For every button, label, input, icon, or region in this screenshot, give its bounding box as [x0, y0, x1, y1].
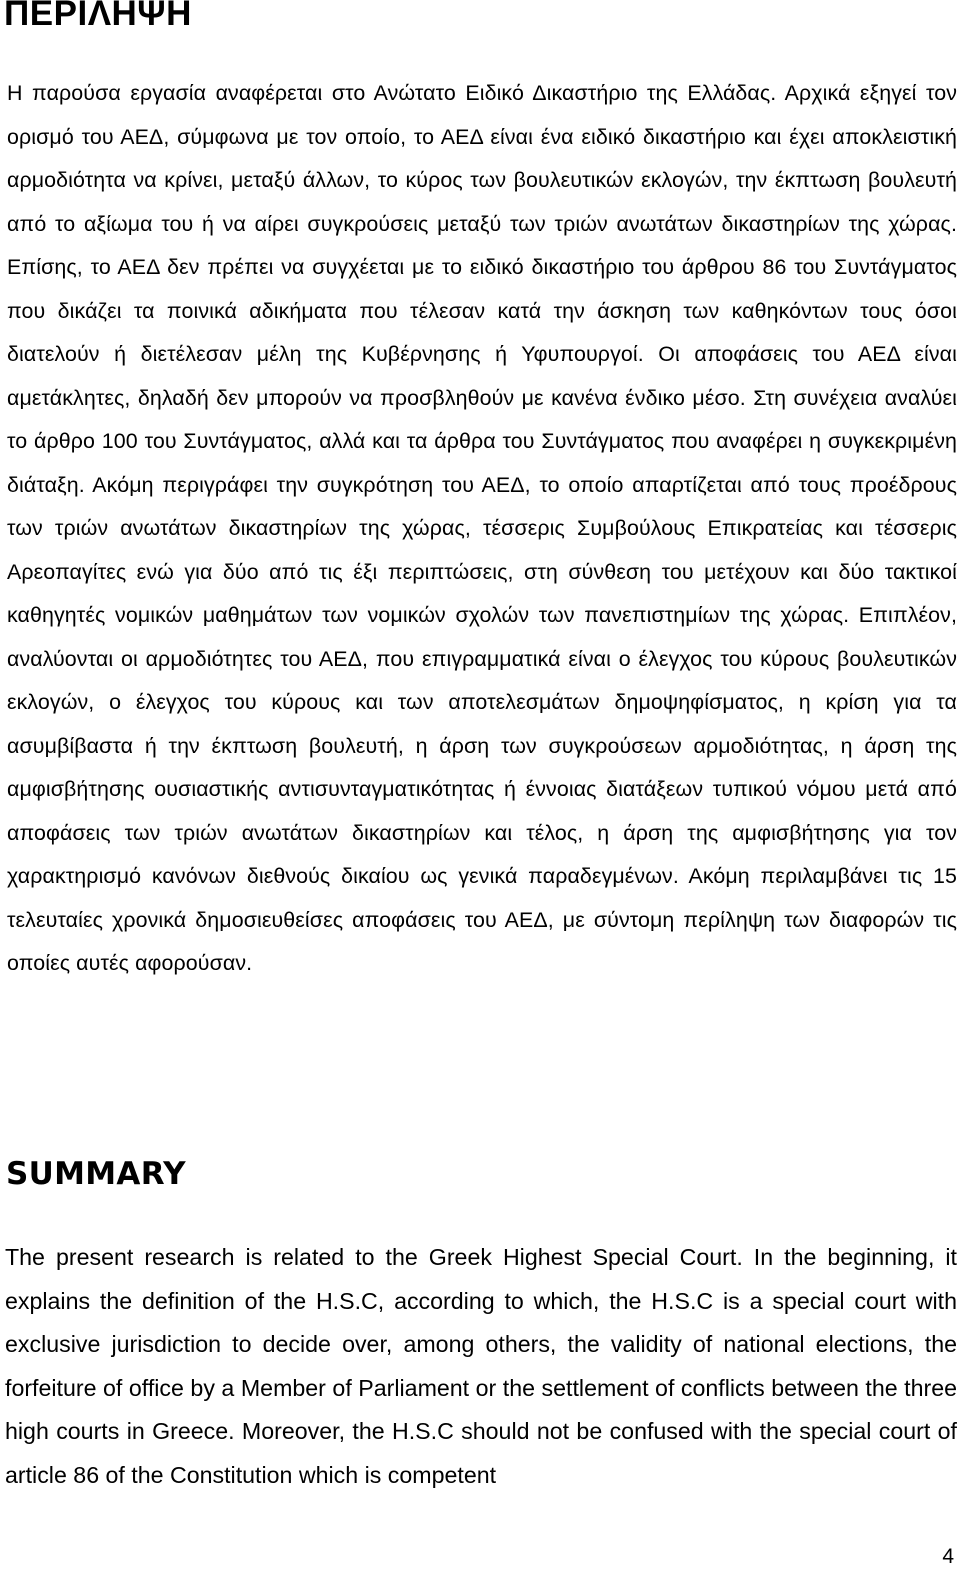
greek-summary-heading: ΠΕΡΙΛΗΨΗ — [4, 0, 192, 33]
greek-summary-paragraph: Η παρούσα εργασία αναφέρεται στο Ανώτατο Ειδικό Δικαστήριο της Ελλάδας. Αρχικά εξηγεί τον ορισμό του ΑΕΔ, σύμφωνα με τον οποίο, το ΑΕΔ είναι ένα ειδικό δικαστήριο και έχει αποκλειστική αρμοδιότητα να κρίνει, μεταξύ άλλων, το κύρος των βουλευτικών εκλογών, την έκπτωση βουλευτή από το αξίωμα του ή να αίρει συγκρούσεις μεταξύ των τριών ανωτάτων δικαστηρίων της χώρας. Επίσης, το ΑΕΔ δεν πρέπει να συγχέεται με το ειδικό δικαστήριο του άρθρου 86 του Συντάγματος που δικάζει τα ποινικά αδικήματα που τέλεσαν κατά την άσκηση των καθηκόντων τους όσοι διατελούν ή διετέλεσαν μέλη της Κυβέρνησης ή Υφυπουργοί. Οι αποφάσεις του ΑΕΔ είναι αμετάκλητες, δηλαδή δεν μπορούν να προσβληθούν με κανένα ένδικο μέσο. Στη συνέχεια αναλύει το άρθρο 100 του Συντάγματος, αλλά και τα άρθρα του Συντάγματος που αναφέρει η συγκεκριμένη διάταξη. Ακόμη περιγράφει την συγκρότηση του ΑΕΔ, το οποίο απαρτίζεται από τους προέδρους των τριών ανωτάτων δικαστηρίων της χώρας, τέσσερις Συμβούλους Επικρατείας και τέσσερις Αρεοπαγίτες ενώ για δύο από τις έξι περιπτώσεις, στη σύνθεση του μετέχουν και δύο τακτικοί καθηγητές νομικών μαθημάτων των νομικών σχολών των πανεπιστημίων της χώρας. Επιπλέον, αναλύονται οι αρμοδιότητες του ΑΕΔ, που επιγραμματικά είναι ο έλεγχος του κύρους βουλευτικών εκλογών, ο έλεγχος του κύρους και των αποτελεσμάτων δημοψηφίσματος, η κρίση για τα ασυμβίβαστα ή την έκπτωση βουλευτή, η άρση των συγκρούσεων αρμοδιότητας, η άρση της αμφισβήτησης ουσιαστικής αντισυνταγματικότητας ή έννοιας διατάξεων τυπικού νόμου μετά από αποφάσεις των τριών ανωτάτων δικαστηρίων και τέλος, η άρση της αμφισβήτησης για τον χαρακτηρισμό κανόνων διεθνούς δικαίου ως γενικά παραδεγμένων. Ακόμη περιλαμβάνει τις 15 τελευταίες χρονικά δημοσιευθείσες αποφάσεις του ΑΕΔ, με σύντομη περίληψη των διαφορών τις οποίες αυτές αφορούσαν. — [7, 81, 957, 975]
english-summary-paragraph: The present research is related to the Greek Highest Special Court. In the beginning, it explains the definition of the H.S.C, according to which, the H.S.C is a special court with exclusive jurisdiction to decide over, among others, the validity of national elections, the forfeiture of office by a Member of Parliament or the settlement of conflicts between the three high courts in Greece. Moreover, the H.S.C should not be confused with the special court of article 86 of the Constitution which is competent — [5, 1244, 957, 1488]
page-number: 4 — [942, 1545, 954, 1568]
english-summary-heading: SUMMARY — [6, 1156, 186, 1192]
